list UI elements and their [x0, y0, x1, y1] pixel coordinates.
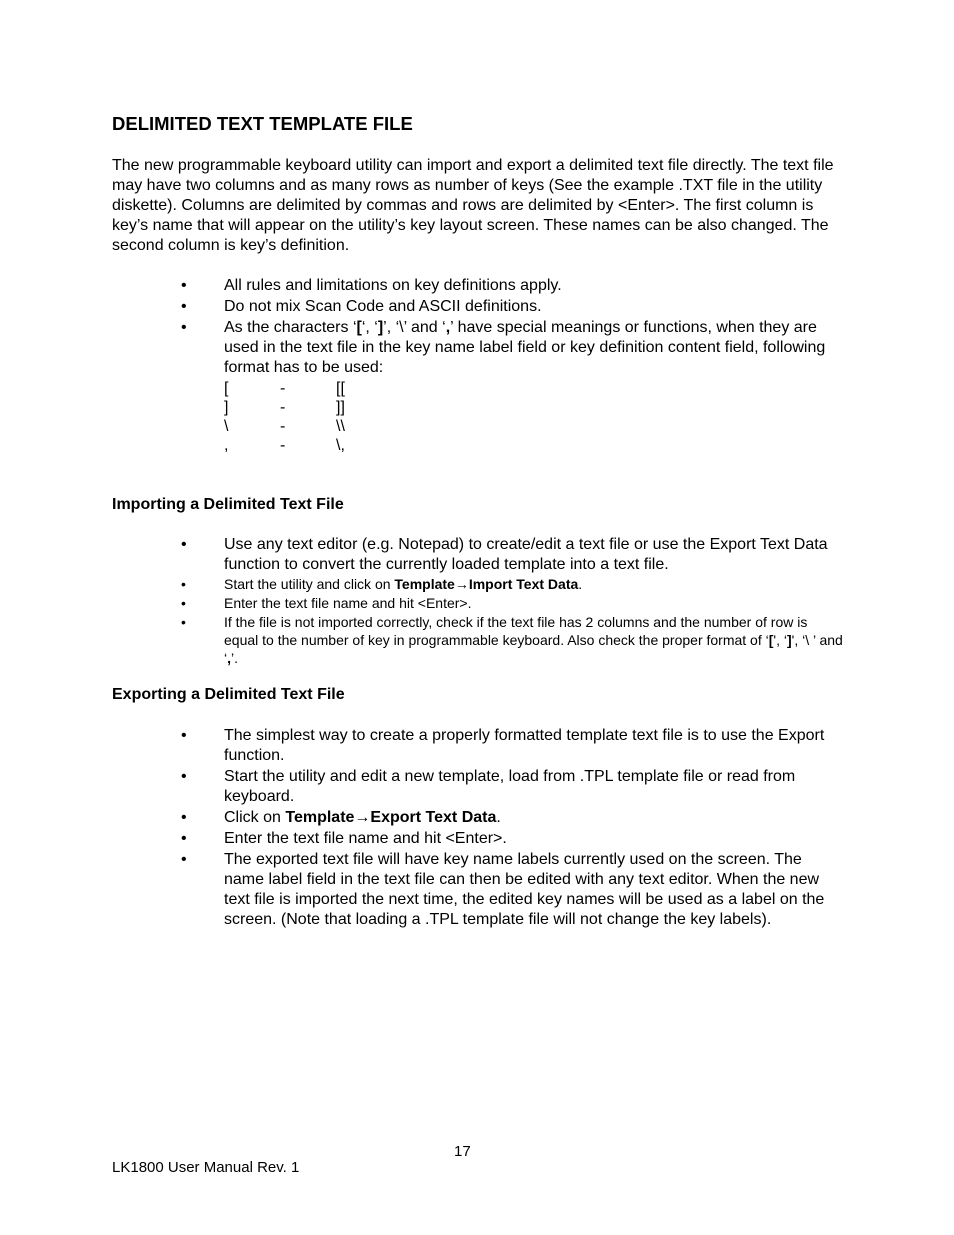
rules-list	[0, 276, 844, 379]
bullet-icon: •	[181, 319, 187, 336]
bullet-icon: •	[181, 727, 187, 744]
bullet-icon: •	[181, 851, 187, 868]
page-number: 17	[454, 1143, 471, 1160]
import-heading: Importing a Delimited Text File	[112, 496, 344, 513]
list-item: • The exported text file will have key name labels currently used on the screen. The name label field in the text file can then be edited with any text editor. When the new text file is imported the next time, the edited key names will be used as a label on the screen. (Note that loading a .TPL template file will not change the key labels).	[181, 851, 825, 928]
footer-text: LK1800 User Manual Rev. 1	[112, 1159, 300, 1176]
document-page: DELIMITED TEXT TEMPLATE FILE The new programmable keyboard utility can import and export a delimited text file directly. The text file may have two columns and as many rows as number of keys (See the example .TXT file in the utility diskette). Columns are delimited by commas and rows are delimited by <Enter>. The first column is key’s name that will appear on the utility’s key layout screen. These names can be also changed. The second column is key’s definition. • All rules and limitations on key definitions apply. • Do not mix Scan Code and ASCII definitions. • As the characters ‘[‘, ‘]’, ‘\’ and ‘,’ have special meanings or functions, when they are used in the text file in the key name label field or key definition content field, following format has to be used: [ - [[ ] - ]] \ - \\ , - \, Importing a Delimited Text File • Use any text editor (e.g. Notepad) to create/edit a text file or use the Export Text Data function to convert the currently loaded template into a text file. • Start the utility and click on Template→Import Text Data. • Enter the text file name and hit <Enter>. • If the file is not imported correctly, check if the text file has 2 columns and the number of row is equal to the number of key in programmable keyboard. Also check the proper format of ‘[', ‘]', ‘\ ’ and ‘,’. Exporting a Delimited Text File • The simplest way to create a properly formatted template text file is to use the Export function. • Start the utility and edit a new template, load from .TPL template file or read from keyboard. • Click on Template→Export Text Data. • Enter the text file name and hit <Enter>. • The exported text file will have key name labels currently used on the screen. The name label field in the text file can then be edited with any text editor. When the new text file is imported the next time, the edited key names will be used as a label on the screen. (Note that loading a .TPL template file will not change the key labels). 17 LK1800 User Manual Rev. 1	[0, 0, 954, 1235]
list-item: • If the file is not imported correctly, check if the text file has 2 columns and the number of row is equal to the number of key in programmable keyboard. Also check the proper format of ‘[', ‘]', ‘\ ’ and ‘,’.	[181, 614, 843, 666]
bullet-icon: •	[181, 809, 187, 826]
import-list-main	[0, 535, 844, 576]
list-item: • Start the utility and edit a new template, load from .TPL template file or read from keyboard.	[181, 768, 796, 805]
bullet-icon: •	[181, 298, 187, 315]
list-item: • Start the utility and click on Template→Import Text Data.	[181, 576, 583, 592]
section-heading: DELIMITED TEXT TEMPLATE FILE	[112, 113, 413, 134]
list-item: • The simplest way to create a properly formatted template text file is to use the Export function.	[181, 727, 825, 764]
list-item: • As the characters ‘[‘, ‘]’, ‘\’ and ‘,’ have special meanings or functions, when they are used in the text file in the key name label field or key definition content field, following format has to be used:	[181, 319, 826, 376]
export-heading: Exporting a Delimited Text File	[112, 686, 345, 703]
bullet-icon: •	[181, 768, 187, 785]
bullet-icon: •	[181, 614, 186, 630]
list-item: • Enter the text file name and hit <Enter>.	[181, 830, 507, 847]
list-item: • Use any text editor (e.g. Notepad) to create/edit a text file or use the Export Text Data function to convert the currently loaded template into a text file.	[181, 536, 828, 573]
import-list-steps	[0, 575, 844, 668]
bullet-icon: •	[181, 595, 186, 611]
bullet-icon: •	[181, 536, 187, 553]
bullet-icon: •	[181, 277, 187, 294]
list-item: • All rules and limitations on key definitions apply.	[181, 277, 562, 294]
list-item: • Enter the text file name and hit <Enter>.	[181, 595, 472, 611]
intro-paragraph: The new programmable keyboard utility can import and export a delimited text file directly. The text file may have two columns and as many rows as number of keys (See the example .TXT file in the utility diskette). Columns are delimited by commas and rows are delimited by <Enter>. The first column is key’s name that will appear on the utility’s key layout screen. These names can be also changed. The second column is key’s definition.	[112, 157, 834, 254]
bullet-icon: •	[181, 830, 187, 847]
list-item: • Do not mix Scan Code and ASCII definitions.	[181, 298, 542, 315]
list-item: • Click on Template→Export Text Data.	[181, 809, 501, 826]
export-list	[0, 726, 844, 931]
bullet-icon: •	[181, 576, 186, 592]
